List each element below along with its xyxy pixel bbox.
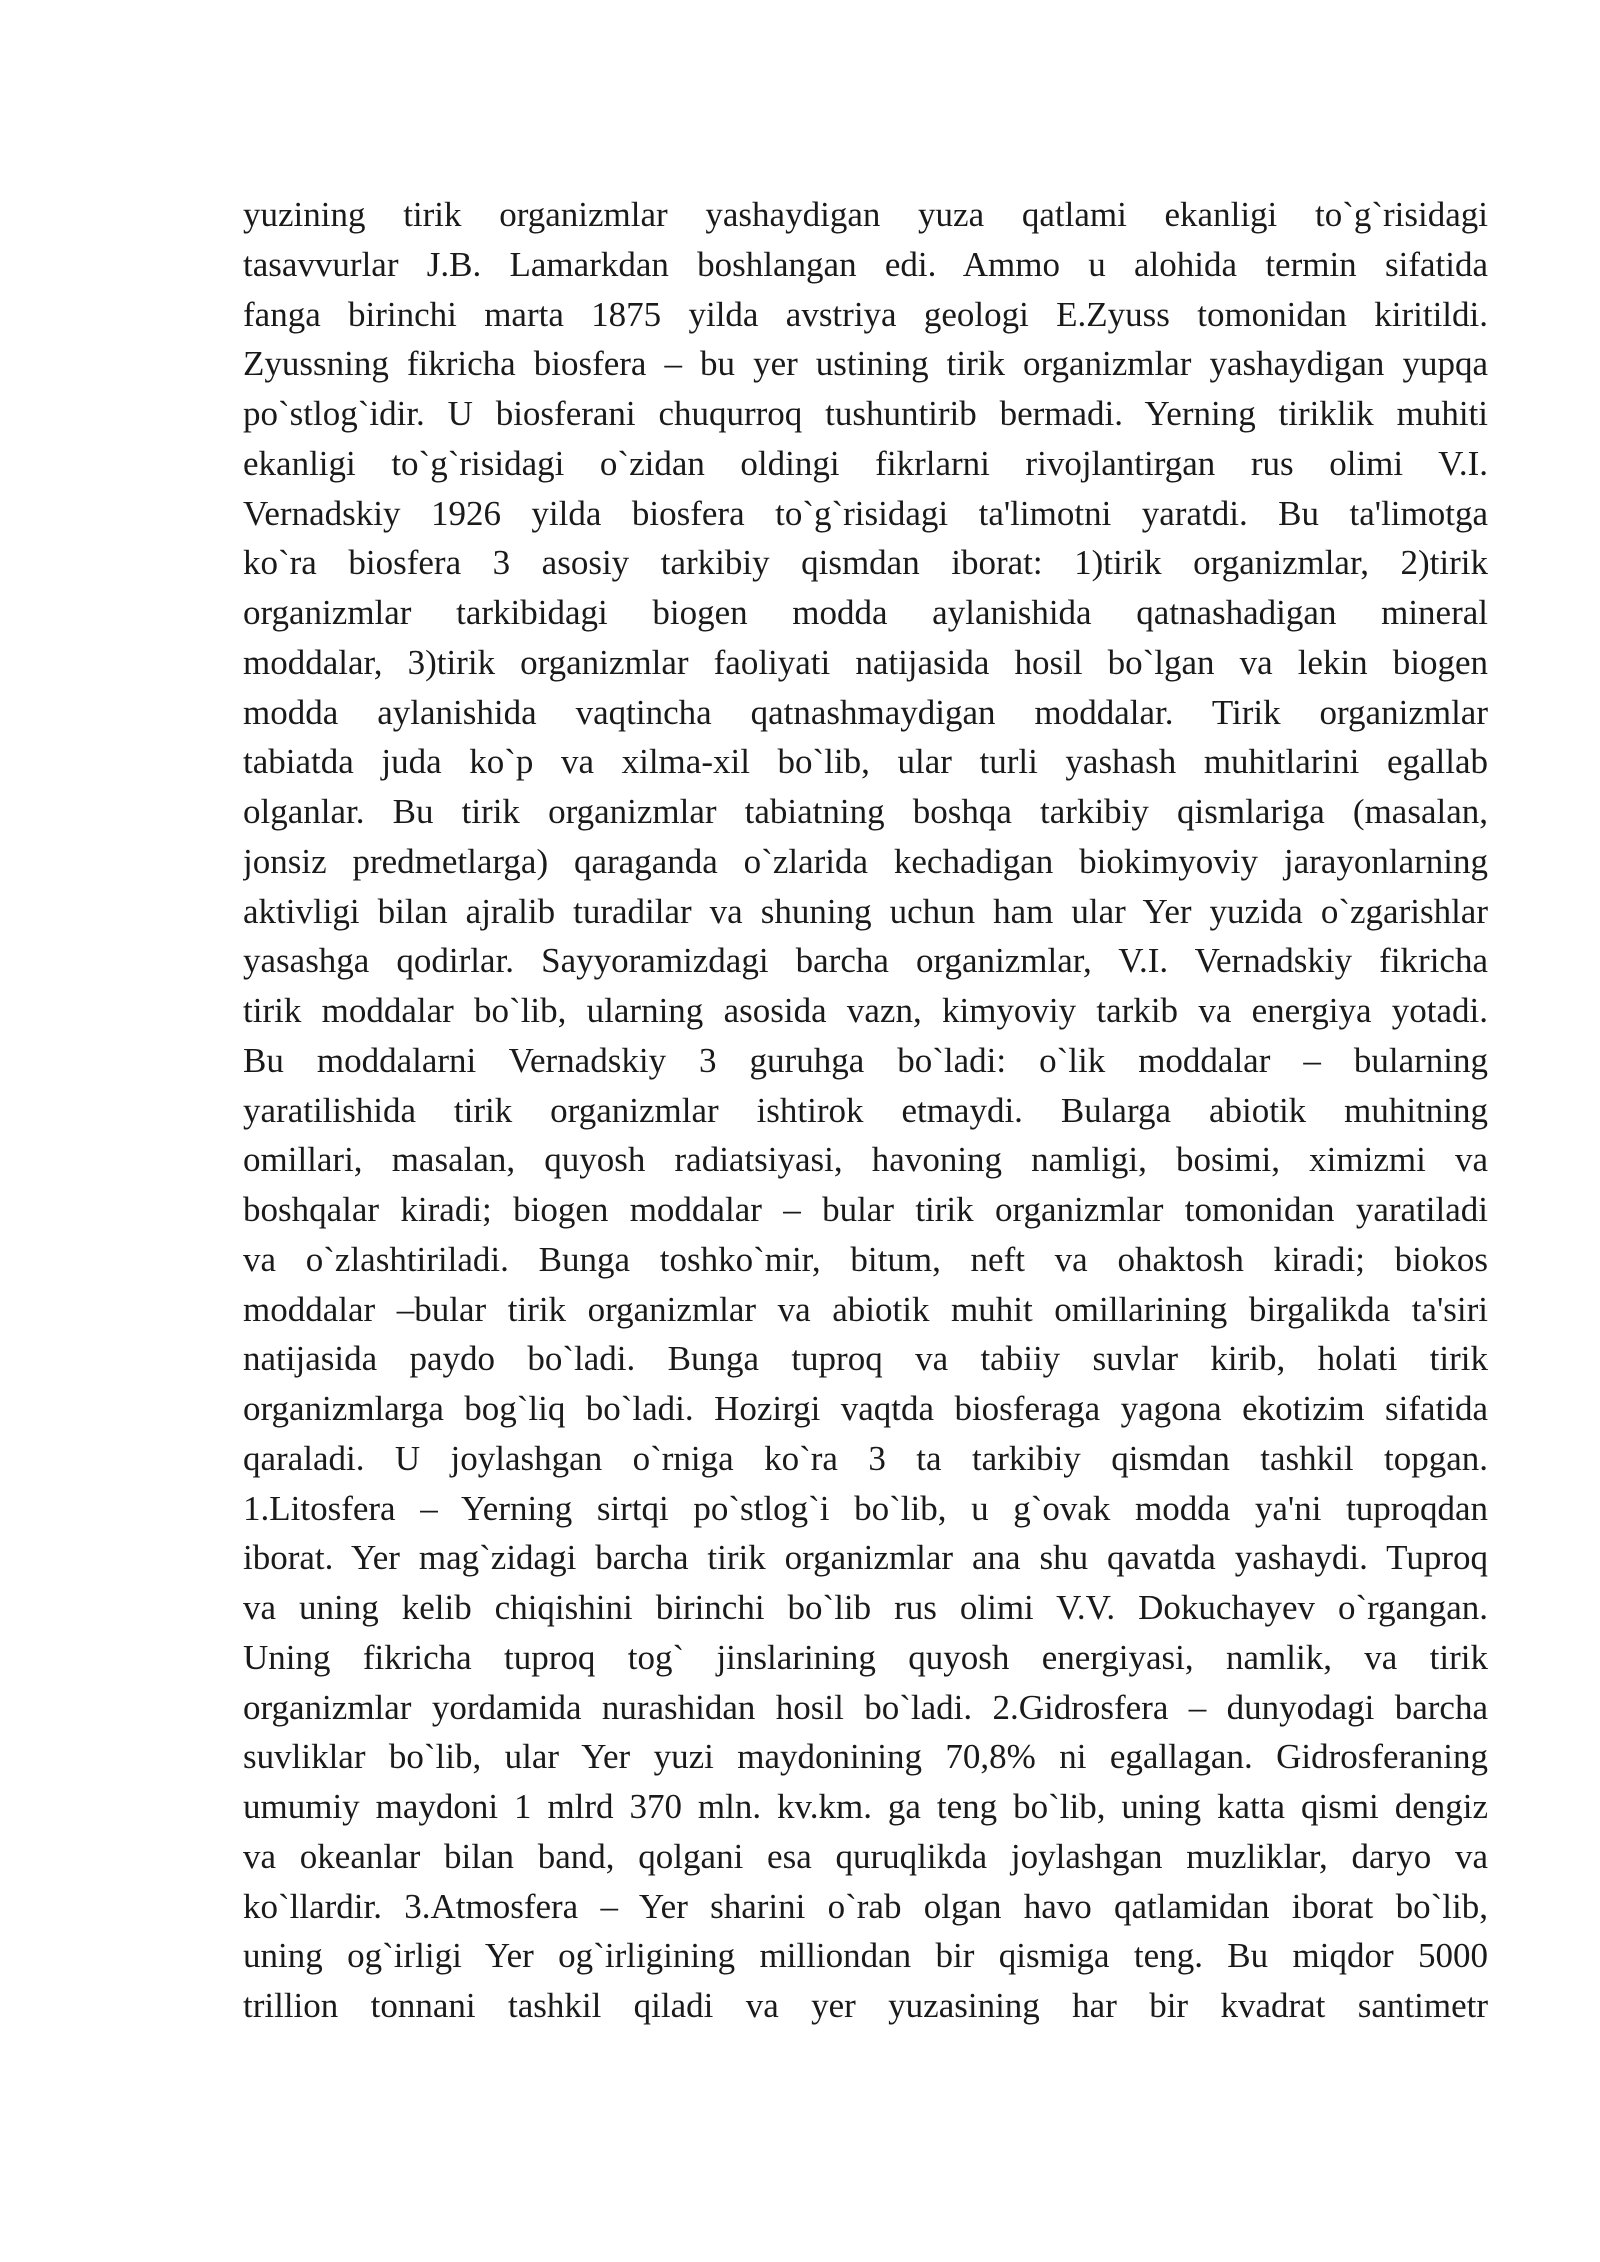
text-line: Bu moddalarni Vernadskiy 3 guruhga bo`ladi: o`lik moddalar – bularning xyxy=(243,1040,1488,1080)
text-line: organizmlarga bog`liq bo`ladi. Hozirgi vaqtda biosferaga yagona ekotizim sifatida xyxy=(243,1389,1488,1428)
text-line: organizmlar tarkibidagi biogen modda aylanishida qatnashadigan mineral xyxy=(243,593,1488,632)
text-line: natijasida paydo bo`ladi. Bunga tuproq va tabiiy suvlar kirib, holati tirik xyxy=(243,1339,1488,1379)
text-line: qaraladi. U joylashgan o`rniga ko`ra 3 ta tarkibiy qismdan tashkil topgan. xyxy=(243,1438,1488,1478)
text-line: tasavvurlar J.B. Lamarkdan boshlangan edi. Ammo u alohida termin sifatida xyxy=(243,244,1488,284)
text-line: ko`ra biosfera 3 asosiy tarkibiy qismdan iborat: 1)tirik organizmlar, 2)tirik xyxy=(243,543,1488,583)
text-line: yasashga qodirlar. Sayyoramizdagi barcha organizmlar, V.I. Vernadskiy fikricha xyxy=(243,941,1488,981)
text-line: Uning fikricha tuproq tog` jinslarining quyosh energiyasi, namlik, va tirik xyxy=(243,1637,1488,1677)
text-line: va okeanlar bilan band, qolgani esa quruqlikda joylashgan muzliklar, daryo va xyxy=(243,1836,1488,1876)
text-line: fanga birinchi marta 1875 yilda avstriya geologi E.Zyuss tomonidan kiritildi. xyxy=(243,294,1488,334)
text-line: yaratilishida tirik organizmlar ishtirok etmaydi. Bularga abiotik muhitning xyxy=(243,1090,1488,1130)
text-line: yuzining tirik organizmlar yashaydigan yuza qatlami ekanligi to`g`risidagi xyxy=(243,195,1488,234)
text-line: va uning kelib chiqishini birinchi bo`lib rus olimi V.V. Dokuchayev o`rgangan. xyxy=(243,1588,1488,1627)
text-line: jonsiz predmetlarga) qaraganda o`zlarida kechadigan biokimyoviy jarayonlarning xyxy=(243,841,1488,881)
text-line: moddalar –bular tirik organizmlar va abiotik muhit omillarining birgalikda ta'siri xyxy=(243,1289,1488,1329)
text-line: boshqalar kiradi; biogen moddalar – bular tirik organizmlar tomonidan yaratiladi xyxy=(243,1190,1488,1229)
text-line: 1.Litosfera – Yerning sirtqi po`stlog`i bo`lib, u g`ovak modda ya'ni tuproqdan xyxy=(243,1488,1488,1528)
text-line: umumiy maydoni 1 mlrd 370 mln. kv.km. ga teng bo`lib, uning katta qismi dengiz xyxy=(243,1787,1488,1826)
text-line: trillion tonnani tashkil qiladi va yer yuzasining har bir kvadrat santimetr xyxy=(243,1986,1488,2025)
text-line: organizmlar yordamida nurashidan hosil bo`ladi. 2.Gidrosfera – dunyodagi barcha xyxy=(243,1687,1488,1727)
text-line: po`stlog`idir. U biosferani chuqurroq tushuntirib bermadi. Yerning tiriklik muhiti xyxy=(243,394,1488,433)
text-line: tabiatda juda ko`p va xilma-xil bo`lib, ular turli yashash muhitlarini egallab xyxy=(243,742,1488,782)
text-line: Zyussning fikricha biosfera – bu yer ustining tirik organizmlar yashaydigan yupqa xyxy=(243,344,1488,384)
text-line: suvliklar bo`lib, ular Yer yuzi maydonining 70,8% ni egallagan. Gidrosferaning xyxy=(243,1737,1488,1777)
body-text xyxy=(243,190,1488,2031)
text-line: Vernadskiy 1926 yilda biosfera to`g`risidagi ta'limotni yaratdi. Bu ta'limotga xyxy=(243,493,1488,533)
text-line: ekanligi to`g`risidagi o`zidan oldingi fikrlarni rivojlantirgan rus olimi V.I. xyxy=(243,443,1488,483)
text-line: ko`llardir. 3.Atmosfera – Yer sharini o`rab olgan havo qatlamidan iborat bo`lib, xyxy=(243,1886,1488,1926)
text-line: modda aylanishida vaqtincha qatnashmaydigan moddalar. Tirik organizmlar xyxy=(243,692,1488,732)
text-line: tirik moddalar bo`lib, ularning asosida vazn, kimyoviy tarkib va energiya yotadi. xyxy=(243,991,1488,1030)
text-line: iborat. Yer mag`zidagi barcha tirik organizmlar ana shu qavatda yashaydi. Tuproq xyxy=(243,1538,1488,1578)
text-line: olganlar. Bu tirik organizmlar tabiatning boshqa tarkibiy qismlariga (masalan, xyxy=(243,792,1488,831)
text-line: va o`zlashtiriladi. Bunga toshko`mir, bitum, neft va ohaktosh kiradi; biokos xyxy=(243,1239,1488,1279)
text-line: uning og`irligi Yer og`irligining milliondan bir qismiga teng. Bu miqdor 5000 xyxy=(243,1936,1488,1976)
text-line: moddalar, 3)tirik organizmlar faoliyati natijasida hosil bo`lgan va lekin biogen xyxy=(243,642,1488,682)
text-line: omillari, masalan, quyosh radiatsiyasi, havoning namligi, bosimi, ximizmi va xyxy=(243,1140,1488,1180)
text-line: aktivligi bilan ajralib turadilar va shuning uchun ham ular Yer yuzida o`zgarishlar xyxy=(243,891,1488,931)
